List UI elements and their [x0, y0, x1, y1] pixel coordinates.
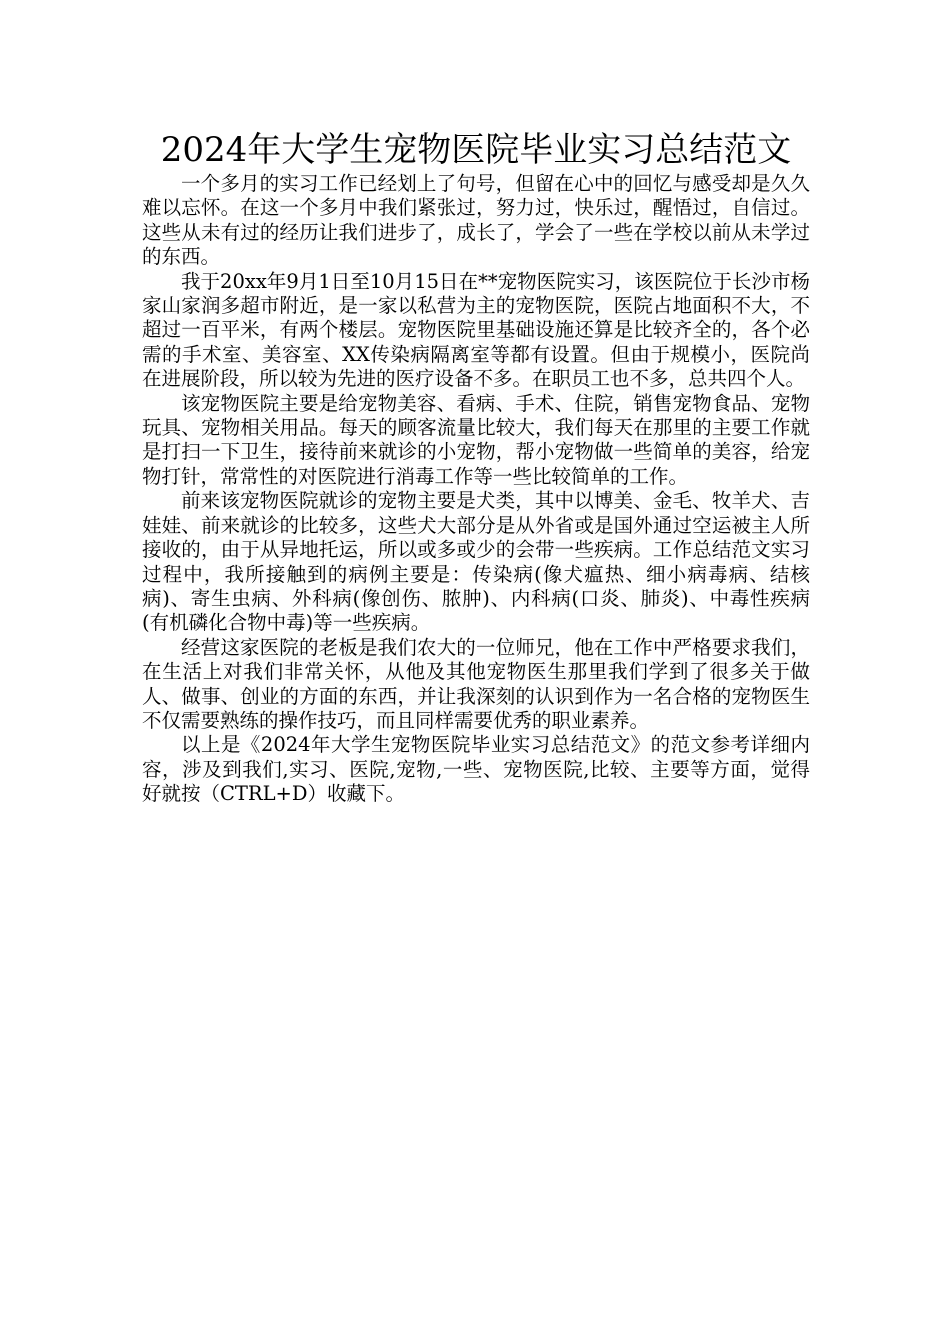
document-title: 2024年大学生宠物医院毕业实习总结范文 — [160, 130, 792, 170]
document-body — [142, 128, 810, 807]
paragraph-mentor: 经营这家医院的老板是我们农大的一位师兄，他在工作中严格要求我们，在生活上对我们非常关怀，从他及其他宠物医生那里我们学到了很多关于做人、做事、创业的方面的东西，并让我深刻的认识到作为一名合格的宠物医生不仅需要熟练的操作技巧，而且同样需要优秀的职业素养。 — [142, 635, 810, 732]
paragraph-daily-work: 该宠物医院主要是给宠物美容、看病、手术、住院，销售宠物食品、宠物玩具、宠物相关用品。每天的顾客流量比较大，我们每天在那里的主要工作就是打扫一下卫生，接待前来就诊的小宠物，帮小宠物做一些简单的美容，给宠物打针，常常性的对医院进行消毒工作等一些比较简单的工作。 — [142, 391, 810, 488]
paragraph-intro: 一个多月的实习工作已经划上了句号，但留在心中的回忆与感受却是久久难以忘怀。在这一个多月中我们紧张过，努力过，快乐过，醒悟过，自信过。这些从未有过的经历让我们进步了，成长了，学会了一些在学校以前从未学过的东西。 — [142, 172, 810, 269]
paragraph-cases: 前来该宠物医院就诊的宠物主要是犬类，其中以博美、金毛、牧羊犬、吉娃娃、前来就诊的比较多，这些犬大部分是从外省或是国外通过空运被主人所接收的，由于从异地托运，所以或多或少的会带一些疾病。工作总结范文实习过程中，我所接触到的病例主要是：传染病(像犬瘟热、细小病毒病、结核病)、寄生虫病、外科病(像创伤、脓肿)、内科病(口炎、肺炎)、中毒性疾病(有机磷化合物中毒)等一些疾病。 — [142, 489, 810, 635]
paragraph-closing: 以上是《2024年大学生宠物医院毕业实习总结范文》的范文参考详细内容，涉及到我们,实习、医院,宠物,一些、宠物医院,比较、主要等方面，觉得好就按（CTRL+D）收藏下。 — [142, 733, 810, 806]
paragraph-hospital-info: 我于20xx年9月1日至10月15日在**宠物医院实习，该医院位于长沙市杨家山家润多超市附近，是一家以私营为主的宠物医院，医院占地面积不大，不超过一百平米，有两个楼层。宠物医院里基础设施还算是比较齐全的，各个必需的手术室、美容室、XX传染病隔离室等都有设置。但由于规模小，医院尚在进展阶段，所以较为先进的医疗设备不多。在职员工也不多，总共四个人。 — [142, 269, 810, 391]
